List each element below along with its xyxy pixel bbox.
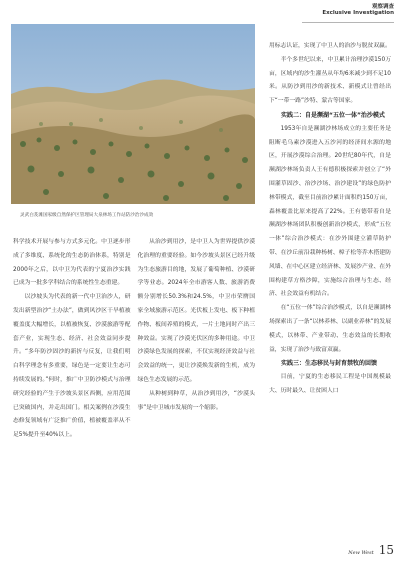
paragraph: 半个多世纪以来，中卫累计治理沙漠150万亩，区域内的沙生灌丛从年均6米减少到不足10米。从防沙到用沙的新技术、新模式让曾经出下“一带一路”沙特、蒙古等国家。: [269, 56, 391, 105]
paragraph: 用标志认证，实现了中卫人的治沙与脱贫双赢。: [269, 43, 391, 49]
paragraph: 从治沙到用沙，是中卫人为世界提供沙漠化治理的重要经验。如今沙坡头景区已经升级为生态旅游目的地，发展了葡萄种植、沙漠研学等业态。2024年全市游客人数、旅游消费额分别增长50.3%和24.5%，中卫市荣膺国家全域旅游示范区。光伏板上发电、板下种植作物、板间养殖的模式，一片土地同时产出三种效益。实现了沙漠光伏区的多种用途。中卫沙漠绿色发展的探索，不仅实现经济效益与社会效益的统一，更让沙漠焕发新的生机，成为绿色生态发展的示范。: [137, 239, 255, 383]
section-header: [322, 4, 394, 17]
right-column: [269, 40, 391, 556]
photo-caption: 灵武白芨滩国家级自然保护区管理局大泉林场工作站防沙治沙成效: [20, 213, 154, 218]
paragraph: 1953年自是濒湖沙林场成立的主要任务是阻断毛乌素沙漠进入五沙河的经济间水源的地区，开展沙漠综合治理。20世纪80年代，自是濒湖沙林场负责人王有德积极探索并创立了“外围灌草固沙、治沙沙场、治沙建设”的绿色防护林带模式，截至目前治沙累计面积约150万亩，森林覆盖比原来提高了22%。王有德带着自是濒湖沙林场团队积极创新治沙模式，形成“五位一体”综合治沙模式：在沙外围建立灌草防护带、在沙丘前沿栽种杨树、樟子松等乔木搭建防风墙、在中心区建立经济林、发展沙产业、在外围构建草方格沙障，实施综合治理与生态、经济、社会效益有机结合。: [269, 125, 391, 298]
page-footer: [348, 544, 394, 556]
page-number: 15: [378, 543, 394, 557]
paragraph: 从种树到种草，从治沙到用沙，“沙漠头事”是中卫城市发展的一个缩影。: [137, 390, 255, 411]
left-column: [13, 236, 255, 554]
paragraph: 科学技术开展与参与方式多元化。中卫逐步形成了多维度、系统化的生态防治体系，特别是2000年之后，以中卫为代表的宁夏治沙实践已成为一批多学科结合的系统性生态重建。: [13, 239, 131, 287]
paragraph: 以沙坡头为代表的新一代中卫治沙人，研发出新型治沙“土办法”，做到风沙区干旱植被覆盖度大幅增长，以植被恢复、沙漠旅游等配套产业，实现生态、经济、社会效益同步提升。“多年防沙固沙的新折与反复，让我们明白科学理念有多重要，绿色是一定要让生态可持续发展的。”何时，推广中卫防沙模式与治理研究经验的产生于沙坡头景区西侧，应用范围已突破国内，并走出国门。相关案例在沙漠生态修复领域有广泛推广价值，植被覆盖率从不足5%提升至40%以上。: [13, 294, 131, 439]
section-title-en: Exclusive Investigation: [322, 10, 394, 17]
header-divider: [302, 22, 394, 23]
subheading: 实践三：生态移民与封育禁牧的回馈: [281, 360, 378, 368]
paragraph: 目前，宁夏的生态移民工程是中国规模最大、历时最久、让贫困人口: [269, 374, 391, 394]
paragraph: 在“五位一体”综合治沙模式，以自是濒湖林场探索出了一条“以林养林、以副业养林”的发展模式，以林带、产业带动、生态效益的长期收益，实现了治沙与致富双赢。: [269, 305, 391, 353]
subheading: 实践二：自是濒湖“五位一体”治沙模式: [281, 111, 385, 119]
desert-landscape-photo: [11, 24, 255, 204]
magazine-name: New West: [348, 550, 374, 556]
section-title-cn: 观察调查: [371, 4, 394, 10]
